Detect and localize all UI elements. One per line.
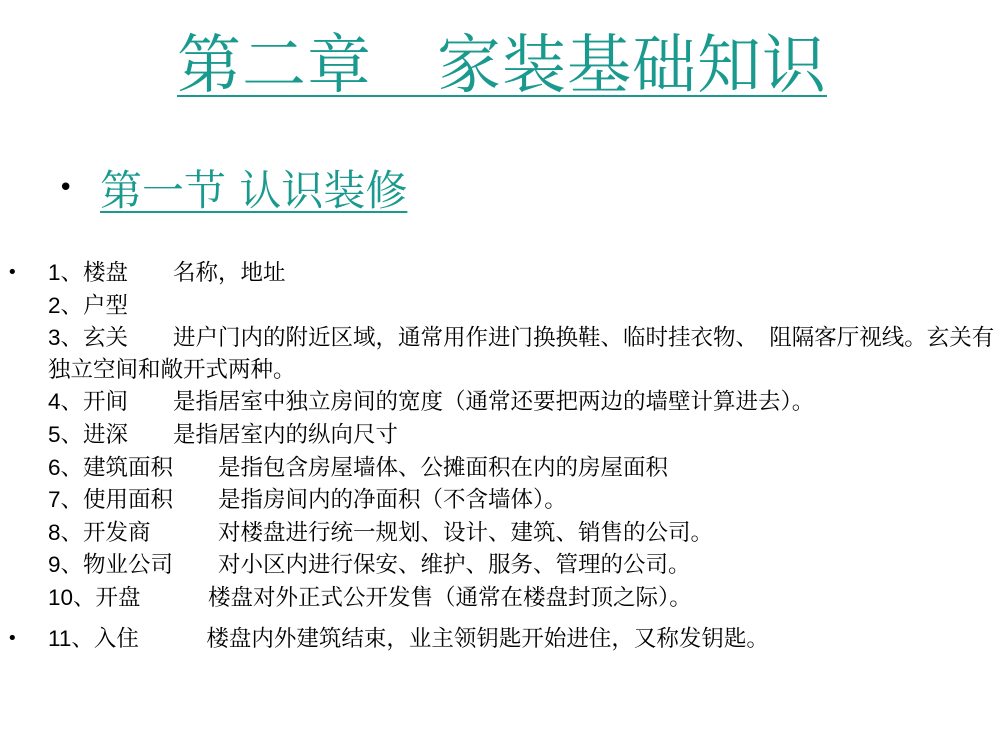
item-text: 、开盘 楼盘对外正式公开发售（通常在楼盘封顶之际）。 bbox=[73, 584, 692, 611]
list-item bbox=[0, 386, 1004, 419]
list-item bbox=[0, 582, 1004, 615]
bullet-icon: • bbox=[7, 627, 18, 649]
section-heading bbox=[58, 156, 407, 220]
list-item bbox=[0, 484, 1004, 517]
list-item bbox=[0, 623, 1004, 656]
list-item bbox=[0, 549, 1004, 582]
item-text: 、楼盘 名称，地址 bbox=[60, 260, 286, 286]
item-text: 、使用面积 是指房间内的净面积（不含墙体）。 bbox=[60, 487, 567, 514]
list-item bbox=[0, 517, 1004, 550]
item-text: 、进深 是指居室内的纵向尺寸 bbox=[60, 421, 399, 448]
item-number: 8 bbox=[48, 519, 61, 545]
list-item bbox=[0, 290, 1004, 323]
definition-list bbox=[0, 257, 1004, 655]
item-number: 6 bbox=[48, 454, 61, 480]
item-number: 5 bbox=[48, 421, 61, 447]
item-number: 10 bbox=[48, 584, 74, 610]
list-item bbox=[0, 452, 1004, 485]
item-number: 3 bbox=[48, 325, 61, 351]
item-text: 、玄关 进户门内的附近区域，通常用作进门换换鞋、临时挂衣物、 阻隔客厅视线。玄关有独立空间和敞开式两种。 bbox=[48, 325, 995, 383]
item-number: 9 bbox=[48, 552, 61, 578]
list-item bbox=[0, 419, 1004, 452]
item-number: 7 bbox=[48, 487, 61, 513]
item-text: 、入住 楼盘内外建筑结束，业主领钥匙开始进住，又称发钥匙。 bbox=[71, 625, 769, 652]
bullet-icon: • bbox=[7, 262, 18, 283]
slide-title: 第二章 家装基础知识 bbox=[177, 29, 827, 103]
section-title: 第一节 认识装修 bbox=[100, 166, 408, 215]
bullet-icon: • bbox=[58, 173, 74, 203]
item-text: 、物业公司 对小区内进行保安、维护、服务、管理的公司。 bbox=[60, 552, 691, 579]
slide-title-container bbox=[0, 24, 1004, 108]
item-text: 、建筑面积 是指包含房屋墙体、公摊面积在内的房屋面积 bbox=[60, 454, 669, 481]
list-item bbox=[0, 257, 1004, 290]
item-text: 、户型 bbox=[60, 292, 129, 319]
item-text: 、开间 是指居室中独立房间的宽度（通常还要把两边的墙壁计算进去）。 bbox=[60, 389, 815, 416]
item-number: 11 bbox=[48, 625, 72, 651]
item-number: 4 bbox=[48, 389, 61, 415]
item-number: 2 bbox=[48, 292, 61, 318]
list-item bbox=[0, 322, 1004, 386]
item-text: 、开发商 对楼盘进行统一规划、设计、建筑、销售的公司。 bbox=[60, 519, 714, 546]
item-number: 1 bbox=[48, 260, 61, 285]
